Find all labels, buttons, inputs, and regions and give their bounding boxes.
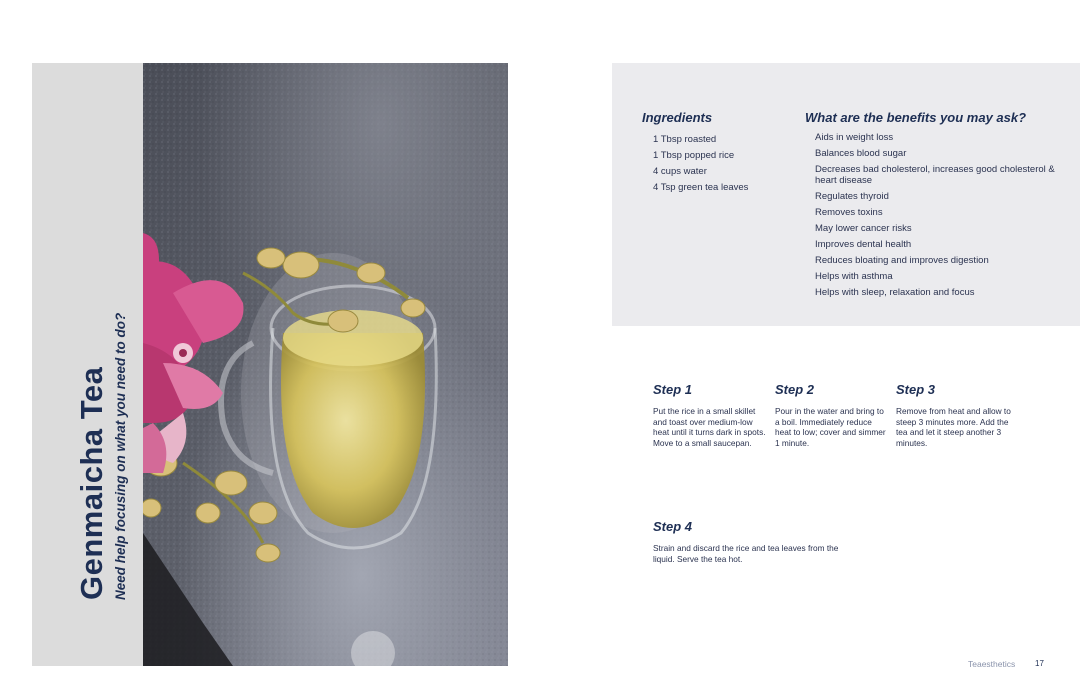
step-text: Pour in the water and bring to a boil. Immediately reduce heat to low; cover and simmer 1 minute. xyxy=(775,406,886,448)
footer-brand: Teaesthetics xyxy=(968,659,1016,669)
benefit-item: Balances blood sugar xyxy=(815,147,907,159)
benefit-item: Decreases bad cholesterol, increases good cholesterol & heart disease xyxy=(815,163,1055,187)
step-text: Put the rice in a small skillet and toast over medium-low heat until it turns dark in spots. Move to a small saucepan. xyxy=(653,406,766,448)
vertical-heading xyxy=(74,313,130,600)
benefit-item: Helps with asthma xyxy=(815,270,893,282)
page-number: 17 xyxy=(1035,659,1044,668)
benefit-item: Removes toxins xyxy=(815,207,883,219)
step-text: Remove from heat and allow to steep 3 minutes more. Add the tea and let it steep another 3 minutes. xyxy=(896,406,1011,448)
step-title: Step 3 xyxy=(896,382,936,397)
benefit-item: Reduces bloating and improves digestion xyxy=(815,254,989,266)
ingredient-item: 1 Tbsp popped rice xyxy=(653,150,735,161)
tea-cup-orchid-photo-icon xyxy=(143,63,508,666)
ingredients-section xyxy=(642,110,792,196)
tea-photo xyxy=(143,63,508,666)
benefits-heading: What are the benefits you may ask? xyxy=(805,110,1027,125)
benefit-item: Aids in weight loss xyxy=(815,132,894,143)
benefit-item: May lower cancer risks xyxy=(815,222,912,234)
recipe-subtitle: Need help focusing on what you need to do? xyxy=(113,312,128,600)
recipe-title: Genmaicha Tea xyxy=(74,366,109,600)
benefit-item: Regulates thyroid xyxy=(815,191,889,203)
benefit-item: Improves dental health xyxy=(815,238,912,250)
benefit-item: Helps with sleep, relaxation and focus xyxy=(815,286,975,298)
ingredient-item: 4 cups water xyxy=(653,166,707,177)
step-text: Strain and discard the rice and tea leaves from the liquid. Serve the tea hot. xyxy=(653,543,839,564)
step-3 xyxy=(896,382,1011,448)
ingredient-item: 4 Tsp green tea leaves xyxy=(653,182,749,193)
step-title: Step 4 xyxy=(653,519,693,534)
ingredients-heading: Ingredients xyxy=(642,110,713,125)
step-title: Step 2 xyxy=(775,382,815,397)
step-1 xyxy=(653,382,768,448)
step-4 xyxy=(653,519,853,564)
step-2 xyxy=(775,382,890,448)
step-title: Step 1 xyxy=(653,382,693,397)
ingredient-item: 1 Tbsp roasted xyxy=(653,134,717,145)
benefits-section xyxy=(805,110,1065,302)
